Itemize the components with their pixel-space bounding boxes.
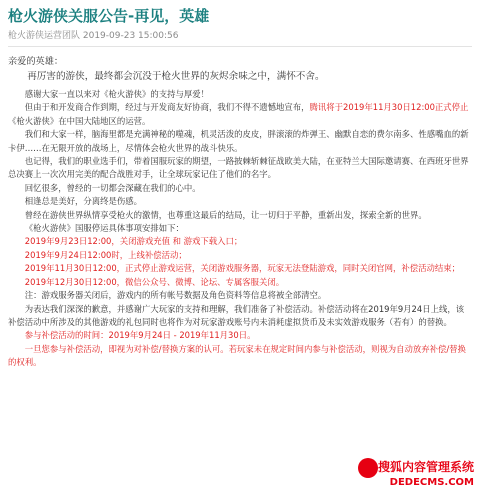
paragraph-thanks: 感谢大家一直以来对《枪火游侠》的支持与厚爱！ bbox=[24, 89, 210, 99]
stop-text-b: 《枪火游侠》在中国大陆地区的运营。 bbox=[8, 115, 151, 126]
paragraph-explore: 曾经在游侠世界纵情享受枪火的激情，也尊重这最后的结局，让一切归于平静，重新出发，探索全新的世界。 bbox=[24, 209, 427, 220]
compensation-period: 参与补偿活动的时间：2019年9月24日 - 2019年11月30日。 bbox=[24, 330, 256, 341]
paragraph-farewell: 相逢总是美好，分离终是伤感。 bbox=[24, 196, 143, 207]
page-title: 枪火游侠关服公告-再见，英雄 bbox=[8, 7, 210, 25]
watermark-line1: 搜狐内容管理系统 bbox=[377, 460, 474, 474]
author-date: 枪火游侠运营团队 2019-09-23 15:00:56 bbox=[8, 31, 179, 41]
lead-paragraph: 再厉害的游侠，最终都会沉没于枪火世界的灰烬余味之中，满怀不舍。 bbox=[27, 71, 325, 82]
paragraph-esports: 也记得，我们的职业选手们，带着国服玩家的期望，一路披棘斩棘征战欧美大陆，在亚特兰大国际邀请赛、在西班牙世界总决赛上一次次用完美的配合战胜对手，让全球玩家记住了他们的名字。 bbox=[8, 156, 469, 180]
paragraph-schedule-intro: 《枪火游侠》国服停运具体事项安排如下： bbox=[24, 223, 184, 234]
watermark-logo-icon bbox=[358, 458, 378, 478]
watermark bbox=[354, 452, 474, 494]
schedule-item: 2019年9月24日12:00时，上线补偿活动； bbox=[24, 249, 187, 260]
article-body bbox=[8, 55, 472, 370]
paragraph-memories: 回忆很多，曾经的一切都会深藏在我们的心中。 bbox=[24, 182, 201, 193]
schedule-item: 2019年9月23日12:00，关闭游戏充值 和 游戏下载入口； bbox=[24, 236, 243, 247]
paragraph-note: 注：游戏服务器关闭后，游戏内的所有帐号数据及角色资料等信息将被全部清空。 bbox=[24, 290, 327, 301]
paragraph-compensation: 为表达我们深深的歉意，并感谢广大玩家的支持和理解，我们准备了补偿活动。补偿活动将在2019年9月24日上线，该补偿活动中所涉及的其他游戏的礼包同时也将作为对玩家游戏账号内未消耗虚拟货币及未实效游戏服务（若有）的替换。 bbox=[8, 303, 465, 327]
stop-date: 腾讯将于2019年11月30日12:00正式停止 bbox=[309, 102, 469, 113]
compensation-terms: 一旦您参与补偿活动，即视为对补偿/替换方案的认可。若玩家未在规定时间内参与补偿活动，则视为自动放弃补偿/替换的权利。 bbox=[8, 343, 466, 368]
paragraph-stop bbox=[8, 101, 472, 128]
schedule-item: 2019年11月30日12:00，正式停止游戏运营，关闭游戏服务器，玩家无法登陆游戏，同时关闭官网，补偿活动结束； bbox=[24, 263, 461, 274]
schedule-item: 2019年12月30日12:00，微信公众号、微博、论坛、专属客服关闭。 bbox=[24, 276, 285, 287]
watermark-line2: DEDECMS.COM bbox=[389, 477, 474, 488]
divider bbox=[8, 46, 472, 47]
stop-text-a: 但由于和开发商合作到期，经过与开发商友好协商，我们不得不遗憾地宣布， bbox=[24, 102, 310, 113]
greeting: 亲爱的英雄： bbox=[8, 56, 64, 67]
paragraph-heroes: 我们和大家一样，脑海里都是充满神秘的噬魂，机灵活泼的皮皮，胖滚滚的炸弹王、幽默自恋的费尔南多、性感嘴血的新卡伊……在无限开放的战场上，尽情体会枪火世界的战斗快乐。 bbox=[8, 129, 469, 153]
